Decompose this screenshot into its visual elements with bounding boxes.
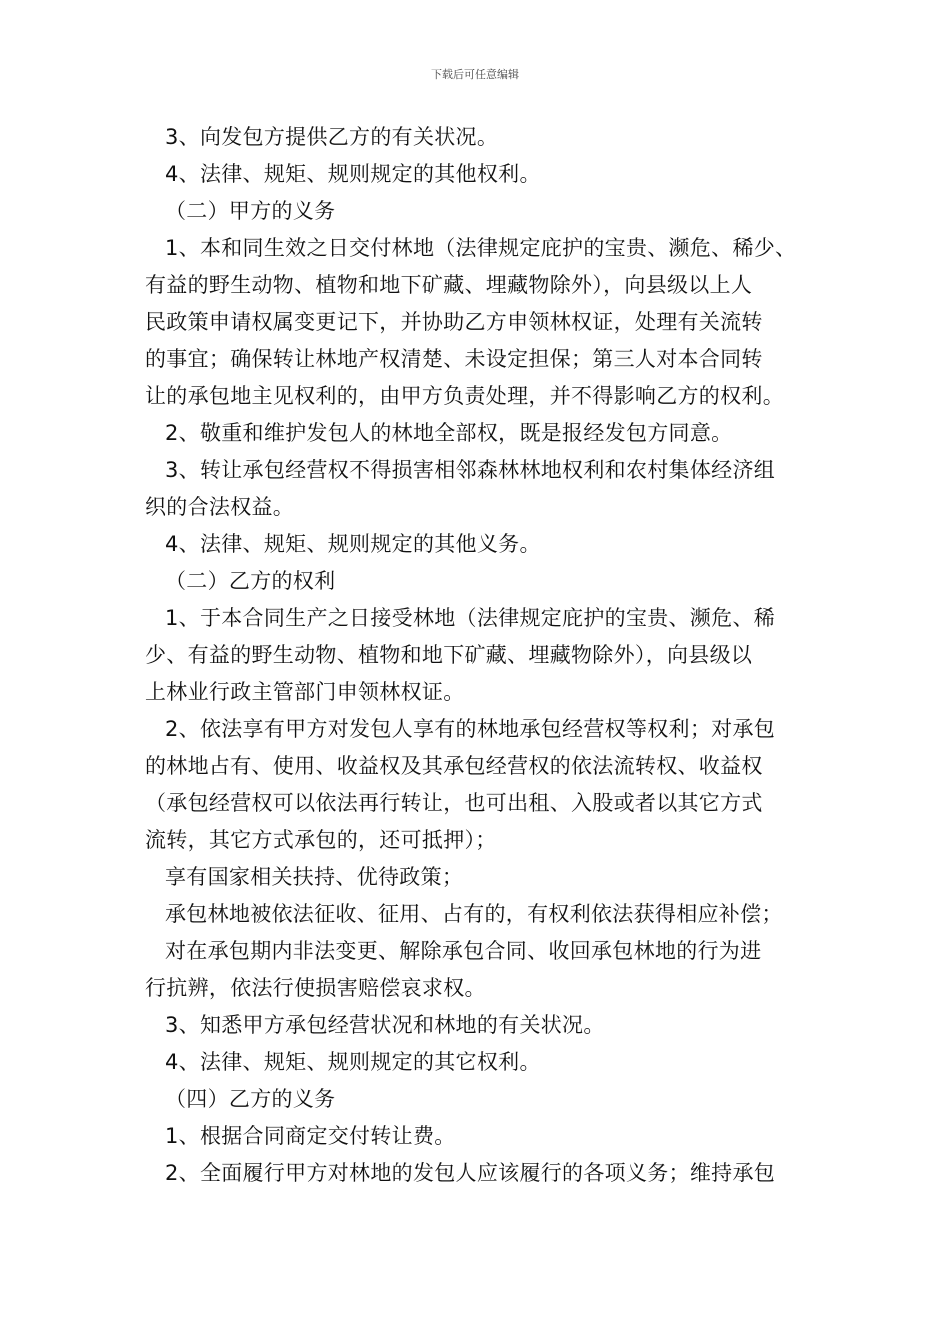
section-heading: （二）甲方的义务: [165, 199, 336, 223]
text-line: 2、依法享有甲方对发包人享有的林地承包经营权等权利；对承包: [165, 717, 776, 741]
text-line: 上林业行政主管部门申领林权证。: [145, 680, 465, 704]
text-line: 3、知悉甲方承包经营状况和林地的有关状况。: [165, 1013, 605, 1037]
text-line: 织的合法权益。: [145, 495, 295, 519]
text-line: 流转，其它方式承包的，还可抵押）；: [145, 828, 497, 852]
text-line: （承包经营权可以依法再行转让，也可出租、入股或者以其它方式: [145, 791, 763, 815]
text-line: 3、向发包方提供乙方的有关状况。: [165, 125, 499, 149]
text-line: 民政策申请权属变更记下，并协助乙方申领林权证，处理有关流转: [145, 310, 763, 334]
text-line: 的林地占有、使用、收益权及其承包经营权的依法流转权、收益权: [145, 754, 763, 778]
text-line: 2、敬重和维护发包人的林地全部权，既是报经发包方同意。: [165, 421, 733, 445]
text-line: 1、于本合同生产之日接受林地（法律规定庇护的宝贵、濒危、稀: [165, 606, 776, 630]
text-line: 4、法律、规矩、规则规定的其它权利。: [165, 1050, 541, 1074]
page-header: 下载后可任意编辑: [431, 68, 519, 81]
text-line: 承包林地被依法征收、征用、占有的，有权利依法获得相应补偿；: [165, 902, 783, 926]
text-line: 让的承包地主见权利的，由甲方负责处理，并不得影响乙方的权利。: [145, 384, 784, 408]
text-line: 4、法律、规矩、规则规定的其他权利。: [165, 162, 541, 186]
text-line: 享有国家相关扶持、优待政策；: [165, 865, 464, 889]
section-heading: （二）乙方的权利: [165, 569, 336, 593]
text-line: 3、转让承包经营权不得损害相邻森林林地权利和农村集体经济组: [165, 458, 776, 482]
text-line: 1、本和同生效之日交付林地（法律规定庇护的宝贵、濒危、稀少、: [165, 236, 797, 260]
text-line: 4、法律、规矩、规则规定的其他义务。: [165, 532, 541, 556]
text-line: 对在承包期内非法变更、解除承包合同、收回承包林地的行为进: [165, 939, 762, 963]
text-line: 有益的野生动物、植物和地下矿藏、埋藏物除外），向县级以上人: [145, 273, 753, 297]
text-line: 1、根据合同商定交付转让费。: [165, 1124, 456, 1148]
text-line: 2、全面履行甲方对林地的发包人应该履行的各项义务；维持承包: [165, 1161, 776, 1185]
section-heading: （四）乙方的义务: [165, 1087, 336, 1111]
text-line: 的事宜；确保转让林地产权清楚、未设定担保；第三人对本合同转: [145, 347, 763, 371]
text-line: 少、有益的野生动物、植物和地下矿藏、埋藏物除外），向县级以: [145, 643, 753, 667]
text-line: 行抗辨，依法行使损害赔偿哀求权。: [145, 976, 486, 1000]
